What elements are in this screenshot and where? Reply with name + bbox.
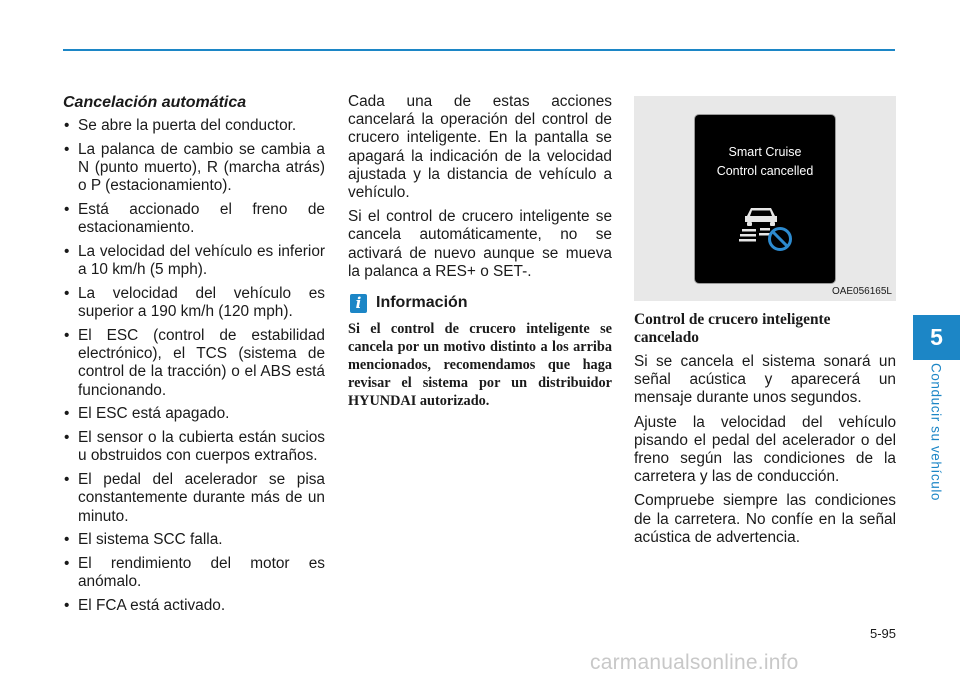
list-item: • El sistema SCC falla. bbox=[63, 531, 325, 549]
header-rule bbox=[63, 49, 895, 51]
list-item: • Se abre la puerta del conductor. bbox=[63, 117, 325, 135]
list-item: • La palanca de cambio se cambia a N (punto muerto), R (marcha atrás) o P (estacionamiento). bbox=[63, 141, 325, 196]
list-item: • El pedal del acelerador se pisa constantemente durante más de un minuto. bbox=[63, 471, 325, 526]
list-item: • El sensor o la cubierta están sucios u obstruidos con cuerpos extraños. bbox=[63, 429, 325, 465]
list-item: • El FCA está activado. bbox=[63, 597, 325, 615]
column-middle bbox=[348, 93, 612, 410]
column-right bbox=[634, 96, 896, 553]
paragraph: Si se cancela el sistema sonará un señal acústica y aparecerá un mensaje durante unos segundos. bbox=[634, 353, 896, 407]
figure-caption: Control de crucero inteligente cancelado bbox=[634, 311, 831, 346]
paragraph: Cada una de estas acciones cancelará la operación del control de crucero inteligente. En la pantalla se apagará la indicación de la velocidad ajustada y la distancia de vehículo a vehículo. bbox=[348, 93, 612, 202]
cluster-display bbox=[695, 115, 835, 283]
info-title: Información bbox=[376, 294, 468, 312]
no-symbol-icon bbox=[770, 229, 791, 250]
paragraph: Ajuste la velocidad del vehículo pisando el pedal del acelerador o del freno según las condiciones de la carretera y las de conducción. bbox=[634, 413, 896, 486]
cluster-figure bbox=[634, 96, 896, 301]
page-number: 5-95 bbox=[869, 626, 896, 641]
list-item: • La velocidad del vehículo es inferior a 10 km/h (5 mph). bbox=[63, 243, 325, 279]
list-item: • Está accionado el freno de estacionamiento. bbox=[63, 201, 325, 237]
scc-cancelled-icon bbox=[739, 200, 795, 256]
chapter-label: Conducir su vehículo bbox=[928, 362, 944, 502]
list-item: • El ESC (control de estabilidad electrónico), el TCS (sistema de control de la tracción) o el ABS está funcionando. bbox=[63, 327, 325, 400]
list-item: • El ESC está apagado. bbox=[63, 405, 325, 423]
display-line-2: Control cancelled bbox=[716, 164, 814, 178]
paragraph: Compruebe siempre las condiciones de la carretera. No confíe en la señal acústica de advertencia. bbox=[634, 492, 896, 546]
list-item: • La velocidad del vehículo es superior a 190 km/h (120 mph). bbox=[63, 285, 325, 321]
display-message bbox=[695, 143, 835, 181]
figure-code: OAE056165L bbox=[831, 286, 892, 297]
list-item: • El rendimiento del motor es anómalo. bbox=[63, 555, 325, 591]
info-heading bbox=[348, 294, 612, 313]
info-icon: i bbox=[350, 294, 367, 313]
section-title: Cancelación automática bbox=[63, 94, 247, 111]
display-line-1: Smart Cruise bbox=[728, 145, 802, 159]
info-body: Si el control de crucero inteligente se cancela por un motivo distinto a los arriba mencionados, recomendamos que haga revisar el sistema por un distribuidor HYUNDAI autorizado. bbox=[348, 321, 612, 410]
paragraph: Si el control de crucero inteligente se cancela automáticamente, no se activará de nuevo aunque se mueva la palanca a RES+ o SET-. bbox=[348, 208, 612, 280]
column-left bbox=[63, 93, 325, 621]
cancel-conditions-list bbox=[63, 117, 325, 615]
watermark: carmanualsonline.info bbox=[590, 651, 799, 674]
chapter-tab: 5 bbox=[913, 315, 960, 360]
